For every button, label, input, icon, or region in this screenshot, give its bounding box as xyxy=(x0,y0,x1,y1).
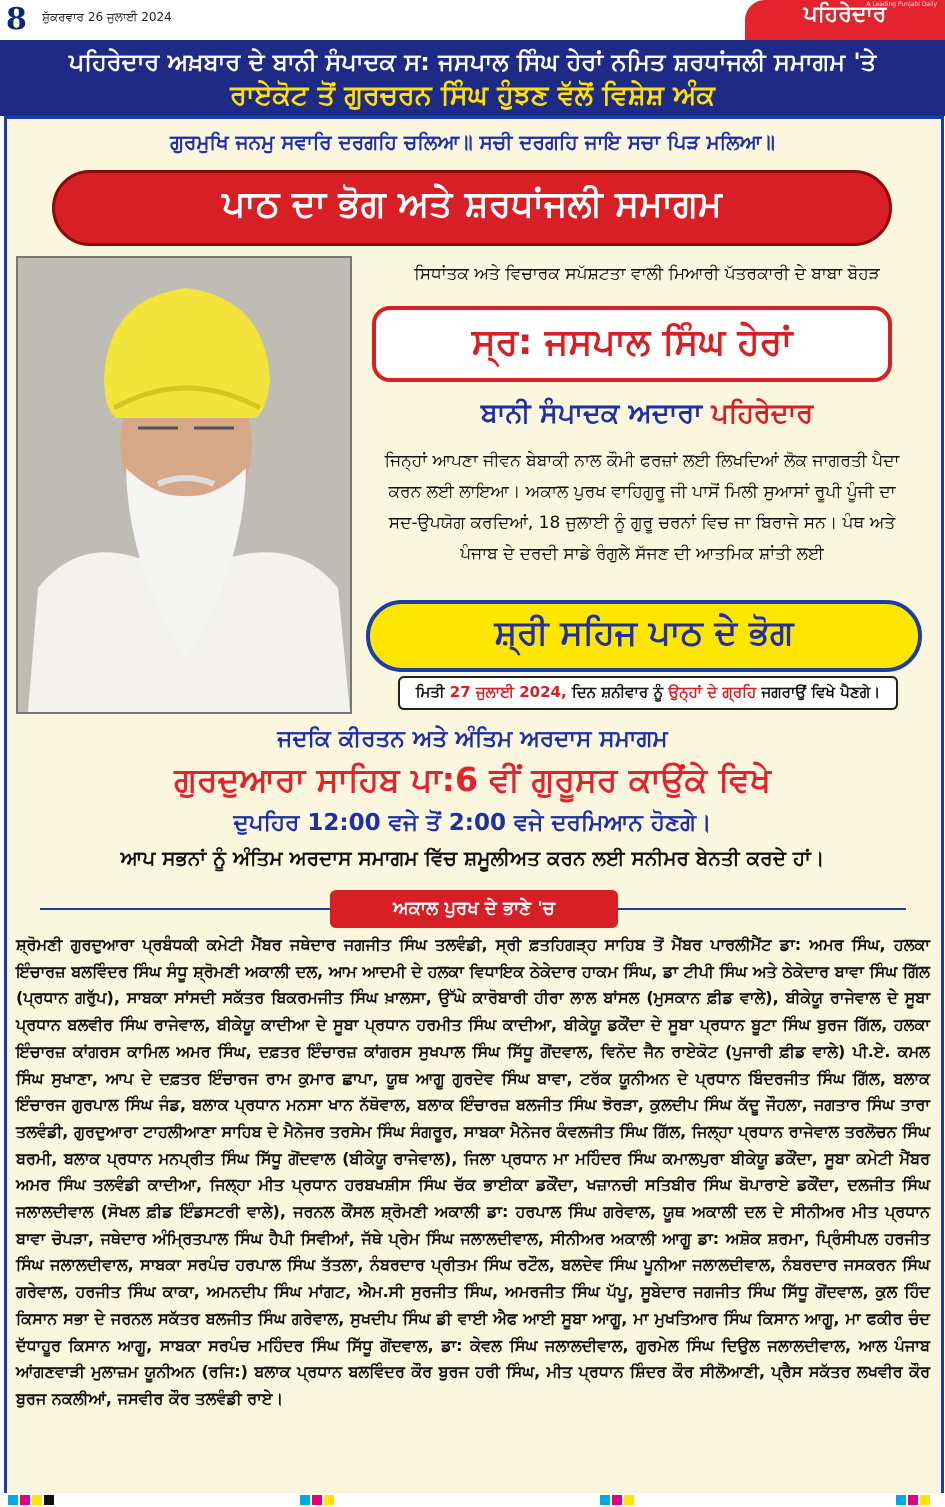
headline-line-2: ਰਾਏਕੋਟ ਤੋਂ ਗੁਰਚਰਨ ਸਿੰਘ ਹੁੰਝਣ ਵੱਲੋਂ ਵਿਸ਼ੇਸ਼ ਅੰਕ xyxy=(230,80,715,111)
masthead xyxy=(745,0,945,40)
appeal-line: ਆਪ ਸਭਨਾਂ ਨੂੰ ਅੰਤਿਮ ਅਰਦਾਸ ਸਮਾਗਮ ਵਿੱਚ ਸ਼ਮੂਲੀਅਤ ਕਰਨ ਲਈ ਸਨੀਮਰ ਬੇਨਤੀ ਕਰਦੇ ਹਾਂ। xyxy=(120,846,825,870)
registration-swatch xyxy=(32,1495,42,1505)
founder-org: ਪਹਿਰੇਦਾਰ xyxy=(711,398,814,429)
registration-swatch xyxy=(612,1495,622,1505)
time-line: ਦੁਪਹਿਰ 12:00 ਵਜੇ ਤੋਂ 2:00 ਵਜੇ ਦਰਮਿਆਨ ਹੋਣਗੇ। xyxy=(233,810,712,836)
profile-paragraph: ਜਿਨ੍ਹਾਂ ਆਪਣਾ ਜੀਵਨ ਬੇਬਾਕੀ ਨਾਲ ਕੌਮੀ ਫਰਜ਼ਾਂ ਲਈ ਲਿਖਦਿਆਂ ਲੋਕ ਜਾਗਰਤੀ ਪੈਦਾ ਕਰਨ ਲਈ ਲਾਇਆ। ਅਕਾਲ ਪੁਰਖ ਵਾਹਿਗੁਰੂ ਜੀ ਪਾਸੋਂ ਮਿਲੀ ਸੁਆਸਾਂ ਰੂਪੀ ਪੂੰਜੀ ਦਾ ਸਦ-ਉਪਯੋਗ ਕਰਦਿਆਂ, 18 ਜੁਲਾਈ ਨੂੰ ਗੁਰੂ ਚਰਨਾਂ ਵਿਚ ਜਾ ਬਿਰਾਜੇ ਸਨ। ਪੰਥ ਅਤੇ ਪੰਜਾਬ ਦੇ ਦਰਦੀ ਸਾਡੇ ਰੰਗੁਲੇ ਸੱਜਣ ਦੀ ਆਤਮਿਕ ਸ਼ਾਂਤੀ ਲਈ xyxy=(384,451,900,564)
registration-swatch xyxy=(600,1495,610,1505)
profile-subtitle: ਸਿਧਾਂਤਕ ਅਤੇ ਵਿਚਾਰਕ ਸਪੱਸ਼ਟਤਾ ਵਾਲੀ ਮਿਆਰੀ ਪੱਤਰਕਾਰੀ ਦੇ ਬਾਬਾ ਬੋਹੜ xyxy=(414,264,880,284)
date-value: 27 ਜੁਲਾਈ 2024, xyxy=(449,683,567,701)
page-number: 8 xyxy=(6,2,27,37)
date-prefix: ਮਿਤੀ xyxy=(415,683,445,701)
registration-swatch xyxy=(920,1495,930,1505)
masthead-title: ਪਹਿਰੇਦਾਰ xyxy=(803,2,887,27)
registration-swatch xyxy=(324,1495,334,1505)
title-banner-text: ਪਾਠ ਦਾ ਭੋਗ ਅਤੇ ਸ਼ਰਧਾਂਜਲੀ ਸਮਾਗਮ xyxy=(222,184,722,225)
condolence-heading: ਅਕਾਲ ਪੁਰਖ ਦੇ ਭਾਣੇ 'ਚ xyxy=(393,898,555,919)
date-place: ਉਨ੍ਹਾਂ ਦੇ ਗ੍ਰਹਿ xyxy=(668,683,757,701)
portrait-illustration xyxy=(18,258,350,712)
headline-line-1: ਪਹਿਰੇਦਾਰ ਅਖ਼ਬਾਰ ਦੇ ਬਾਨੀ ਸੰਪਾਦਕ ਸ: ਜਸਪਾਲ ਸਿੰਘ ਹੇਰਾਂ ਨਮਿਤ ਸ਼ਰਧਾਂਜਲੀ ਸਮਾਗਮ 'ਤੇ xyxy=(68,48,877,76)
kirtan-line: ਜਦਕਿ ਕੀਰਤਨ ਅਤੇ ਅੰਤਿਮ ਅਰਦਾਸ ਸਮਾਗਮ xyxy=(277,726,668,752)
founder-line xyxy=(362,398,932,430)
honoree-name: ਸ੍ਰ: ਜਸਪਾਲ ਸਿੰਘ ਹੇਰਾਂ xyxy=(471,322,793,363)
registration-swatch xyxy=(908,1495,918,1505)
registration-swatch xyxy=(624,1495,634,1505)
registration-swatch xyxy=(312,1495,322,1505)
condolence-names: ਸ਼੍ਰੋਮਣੀ ਗੁਰਦੁਆਰਾ ਪ੍ਰਬੰਧਕੀ ਕਮੇਟੀ ਮੈਂਬਰ ਜਥੇਦਾਰ ਜਗਜੀਤ ਸਿੰਘ ਤਲਵੰਡੀ, ਸ੍ਰੀ ਫ਼ਤਹਿਗੜ੍ਹ ਸਾਹਿਬ ਤੋਂ ਮੈਂਬਰ ਪਾਰਲੀਮੈਂਟ ਡਾ: ਅਮਰ ਸਿੰਘ, ਹਲਕਾ ਇੰਚਾਰਜ਼ ਬਲਵਿੰਦਰ ਸਿੰਘ ਸੰਧੂ ਸ਼੍ਰੋਮਣੀ ਅਕਾਲੀ ਦਲ, ਆਮ ਆਦਮੀ ਦੇ ਹਲਕਾ ਵਿਧਾਇਕ ਠੇਕੇਦਾਰ ਹਾਕਮ ਸਿੰਘ, ਡਾ ਟੀਪੀ ਸਿੰਘ ਅਤੇ ਠੇਕੇਦਾਰ ਬਾਵਾ ਸਿੰਘ ਗਿੱਲ (ਪ੍ਰਧਾਨ ਗਰੁੱਪ), ਸਾਬਕਾ ਸਾਂਸਦੀ ਸਕੱਤਰ ਬਿਕਰਮਜੀਤ ਸਿੰਘ ਖ਼ਾਲਸਾ, ਉੱਘੇ ਕਾਰੋਬਾਰੀ ਹੀਰਾ ਲਾਲ ਬਾਂਸਲ (ਮੁਸਕਾਨ ਫ਼ੀਡ ਵਾਲੇ), ਬੀਕੇਯੂ ਰਾਜੇਵਾਲ ਦੇ ਸੂਬਾ ਪ੍ਰਧਾਨ ਬਲਵੀਰ ਸਿੰਘ ਰਾਜੇਵਾਲ, ਬੀਕੇਯੂ ਕਾਦੀਆ ਦੇ ਸੂਬਾ ਪ੍ਰਧਾਨ ਹਰਮੀਤ ਸਿੰਘ ਕਾਦੀਆ, ਬੀਕੇਯੂ ਡਕੌਂਦਾ ਦੇ ਸੂਬਾ ਪ੍ਰਧਾਨ ਬੂਟਾ ਸਿੰਘ ਬੁਰਜ ਗਿੱਲ, ਹਲਕਾ ਇੰਚਾਰਜ਼ ਕਾਂਗਰਸ ਕਾਮਿਲ ਅਮਰ ਸਿੰਘ, ਦਫ਼ਤਰ ਇੰਚਾਰਜ਼ ਕਾਂਗਰਸ ਸੁਖਪਾਲ ਸਿੰਘ ਸਿੱਧੂ ਗੋਂਦਵਾਲ, ਵਿਨੋਦ ਜੈਨ ਰਾਏਕੋਟ (ਪੁਜਾਰੀ ਫ਼ੀਡ ਵਾਲੇ) ਪੀ.ਏ. ਕਮਲ ਸਿੰਘ ਸੁਖਾਣਾ, ਆਪ ਦੇ ਦਫ਼ਤਰ ਇੰਚਾਰਜ ਰਾਮ ਕੁਮਾਰ ਛਾਪਾ, ਯੂਥ ਆਗੂ ਗੁਰਦੇਵ ਸਿੰਘ ਬਾਵਾ, ਟਰੱਕ ਯੂਨੀਅਨ ਦੇ ਪ੍ਰਧਾਨ ਬਿੰਦਰਜੀਤ ਸਿੰਘ ਗਿੱਲ, ਬਲਾਕ ਇੰਚਾਰਜ ਗੁਰਪਾਲ ਸਿੰਘ ਜੰਡ, ਬਲਾਕ ਪ੍ਰਧਾਨ ਮਨਸਾ ਖਾਨ ਨੱਥੋਵਾਲ, ਬਲਾਕ ਇੰਚਾਰਜ਼ ਬਲਜੀਤ ਸਿੰਘ ਝੋਰੜਾ, ਕੁਲਦੀਪ ਸਿੰਘ ਕੱਦੂ ਜੌਹਲਾ, ਜਗਤਾਰ ਸਿੰਘ ਤਾਰਾ ਤਲਵੰਡੀ, ਗੁਰਦੁਆਰਾ ਟਾਹਲੀਆਣਾ ਸਾਹਿਬ ਦੇ ਮੈਨੇਜਰ ਤਰਸੇਮ ਸਿੰਘ ਸੰਗਰੂਰ, ਸਾਬਕਾ ਮੈਨੇਜਰ ਕੰਵਲਜੀਤ ਸਿੰਘ ਗਿੱਲ, ਜਿਲ੍ਹਾ ਪ੍ਰਧਾਨ ਰਾਜੇਵਾਲ ਤਰਲੋਚਨ ਸਿੰਘ ਬਰਮੀ, ਬਲਾਕ ਪ੍ਰਧਾਨ ਮਨਪ੍ਰੀਤ ਸਿੰਘ ਸਿੱਧੂ ਗੋਂਦਵਾਲ (ਬੀਕੇਯੂ ਰਾਜੇਵਾਲ), ਜਿਲਾ ਪ੍ਰਧਾਨ ਮਾ ਮਹਿੰਦਰ ਸਿੰਘ ਕਮਾਲਪੁਰਾ ਬੀਕੇਯੂ ਡਕੌਂਦਾ, ਸੂਬਾ ਕਮੇਟੀ ਮੈਂਬਰ ਅਮਰ ਸਿੰਘ ਤਲਵੰਡੀ ਕਾਦੀਆ, ਜਿਲ੍ਹਾ ਮੀਤ ਪ੍ਰਧਾਨ ਹਰਬਖਸ਼ੀਸ ਸਿੰਘ ਚੱਕ ਭਾਈਕਾ ਡਕੌਂਦਾ, ਖਜ਼ਾਨਚੀ ਸਤਿਬੀਰ ਸਿੰਘ ਬੋਪਾਰਾਏ ਡਕੌਂਦਾ, ਦਲਜੀਤ ਸਿੰਘ ਜਲਾਲਦੀਵਾਲ (ਸੋਖਲ ਫ਼ੀਡ ਇੰਡਸਟਰੀ ਵਾਲੇ), ਜਰਨਲ ਕੌਂਸਲ ਸ਼੍ਰੋਮਣੀ ਅਕਾਲੀ ਡਾ: ਹਰਪਾਲ ਸਿੰਘ ਗਰੇਵਾਲ, ਯੂਥ ਅਕਾਲੀ ਦਲ ਦੇ ਸੀਨੀਅਰ ਮੀਤ ਪ੍ਰਧਾਨ ਬਾਵਾ ਚੋਪੜਾ, ਜਥੇਦਾਰ ਅੰਮ੍ਰਿਤਪਾਲ ਸਿੰਘ ਹੈਪੀ ਸਿਵੀਆਂ, ਜੱਥੇ ਪ੍ਰੇਮ ਸਿੰਘ ਜਲਾਲਦੀਵਾਲ, ਸੀਨੀਅਰ ਅਕਾਲੀ ਆਗੂ ਡਾ: ਅਸ਼ੋਕ ਸ਼ਰਮਾ, ਪ੍ਰਿੰਸੀਪਲ ਹਰਜੀਤ ਸਿੰਘ ਜਲਾਲਦੀਵਾਲ, ਸਾਬਕਾ ਸਰਪੰਚ ਹਰਪਾਲ ਸਿੰਘ ਤੱਤਲਾ, ਨੰਬਰਦਾਰ ਪ੍ਰੀਤਮ ਸਿੰਘ ਰਟੌਲ, ਬਲਦੇਵ ਸਿੰਘ ਪੂਨੀਆ ਜਲਾਲਦੀਵਾਲ, ਨੰਬਰਦਾਰ ਜਸਕਰਨ ਸਿੰਘ ਗਰੇਵਾਲ, ਹਰਜੀਤ ਸਿੰਘ ਕਾਕਾ, ਅਮਨਦੀਪ ਸਿੰਘ ਮਾਂਗਟ, ਐਮ.ਸੀ ਸੁਰਜੀਤ ਸਿੰਘ, ਅਮਰਜੀਤ ਸਿੰਘ ਪੱਪੂ, ਸੂਬੇਦਾਰ ਜਗਜੀਤ ਸਿੰਘ ਸਿੱਧੂ ਗੋਂਦਵਾਲ, ਕੁਲ ਹਿੰਦ ਕਿਸਾਨ ਸਭਾ ਦੇ ਜਰਨਲ ਸਕੱਤਰ ਬਲਜੀਤ ਸਿੰਘ ਗਰੇਵਾਲ, ਸੁਖਦੀਪ ਸਿੰਘ ਡੀ ਵਾਈ ਐਫ ਆਈ ਸੂਬਾ ਆਗੂ, ਮਾ ਮੁਖਤਿਆਰ ਸਿੰਘ ਕਿਸਾਨ ਆਗੂ, ਮਾ ਫਕੀਰ ਚੰਦ ਦੱਧਾਹੂਰ ਕਿਸਾਨ ਆਗੂ, ਸਾਬਕਾ ਸਰਪੰਚ ਮਹਿੰਦਰ ਸਿੰਘ ਸਿੱਧੂ ਗੋਂਦਵਾਲ, ਡਾ: ਕੇਵਲ ਸਿੰਘ ਜਲਾਲਦੀਵਾਲ, ਗੁਰਮੇਲ ਸਿੰਘ ਦਿਉਲ ਜਲਾਲਦੀਵਾਲ, ਆਲ ਪੰਜਾਬ ਆਂਗਣਵਾੜੀ ਮੁਲਾਜ਼ਮ ਯੂਨੀਅਨ (ਰਜਿ:) ਬਲਾਕ ਪ੍ਰਧਾਨ ਬਲਵਿੰਦਰ ਕੌਰ ਬੁਰਜ ਹਰੀ ਸਿੰਘ, ਮੀਤ ਪ੍ਰਧਾਨ ਸ਼ਿੰਦਰ ਕੌਰ ਸੀਲੋਆਣੀ, ਪ੍ਰੈਸ ਸਕੱਤਰ ਲਖਵੀਰ ਕੌਰ ਬੁਰਜ ਨਕਲੀਆਂ, ਜਸਵੀਰ ਕੌਰ ਤਲਵੰਡੀ ਰਾਏ। xyxy=(16,935,930,1408)
sehaj-path-title: ਸ਼੍ਰੀ ਸਹਿਜ ਪਾਠ ਦੇ ਭੋਗ xyxy=(494,613,794,653)
masthead-tagline: A Leading Punjabi Daily xyxy=(866,1,937,8)
gurdwara-line: ਗੁਰਦੁਆਰਾ ਸਾਹਿਬ ਪਾ:6 ਵੀਂ ਗੁਰੂਸਰ ਕਾਉਂਕੇ ਵਿਖੇ xyxy=(174,760,771,799)
portrait-photo xyxy=(16,256,352,714)
registration-swatch xyxy=(20,1495,30,1505)
date-suffix: ਜਗਰਾਉਂ ਵਿਖੇ ਪੈਣਗੇ। xyxy=(761,683,881,701)
date-middle: ਦਿਨ ਸ਼ਨੀਵਾਰ ਨੂੰ xyxy=(571,683,664,701)
registration-swatch xyxy=(300,1495,310,1505)
issue-date: ਸ਼ੁੱਕਰਵਾਰ 26 ਜੁਲਾਈ 2024 xyxy=(42,10,172,24)
registration-swatch xyxy=(896,1495,906,1505)
print-registration-strip xyxy=(0,1493,945,1507)
top-bar xyxy=(0,0,945,40)
gurbani-verse: ਗੁਰਮੁਖਿ ਜਨਮੁ ਸਵਾਰਿ ਦਰਗਹਿ ਚਲਿਆ॥ ਸਚੀ ਦਰਗਹਿ ਜਾਇ ਸਚਾ ਪਿੜ ਮਲਿਆ॥ xyxy=(170,130,775,154)
registration-swatch xyxy=(44,1495,54,1505)
date-line xyxy=(398,683,898,701)
registration-swatch xyxy=(8,1495,18,1505)
founder-prefix: ਬਾਨੀ ਸੰਪਾਦਕ ਅਦਾਰਾ xyxy=(480,398,702,429)
